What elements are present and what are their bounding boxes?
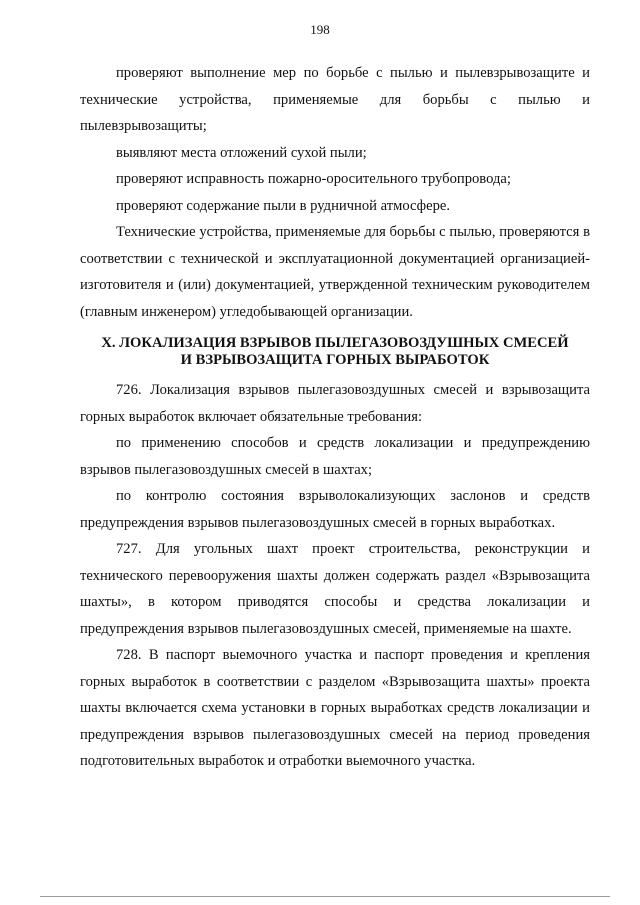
section-heading-line-2: И ВЗРЫВОЗАЩИТА ГОРНЫХ ВЫРАБОТОК	[180, 352, 490, 368]
paragraph-dry-dust-deposits: выявляют места отложений сухой пыли;	[116, 144, 367, 161]
paragraph-dust-content: проверяют содержание пыли в рудничной атмосфере.	[116, 197, 451, 214]
paragraph-728: 728. В паспорт выемочного участка и паспорт проведения и крепления горных выработок в соответствии с разделом «Взрывозащита шахты» проекта шахты включается схема установки в горных выработках средств локализации и предупреждения взрывов пылегазовоздушных смесей на период проведения подготовительных выработок и отработки выемочного участка.	[80, 647, 590, 769]
paragraph-726-item-2: по контролю состояния взрыволокализующих заслонов и средств предупреждения взрывов пылегазовоздушных смесей в горных выработках.	[80, 488, 590, 531]
page-content	[80, 60, 590, 775]
paragraph-726: 726. Локализация взрывов пылегазовоздушных смесей и взрывозащита горных выработок включает обязательные требования:	[80, 382, 590, 425]
paragraph-fire-sprinkler-pipeline: проверяют исправность пожарно-оросительного трубопровода;	[116, 171, 511, 187]
paragraph-727: 727. Для угольных шахт проект строительства, реконструкции и технического перевооружения шахты должен содержать раздел «Взрывозащита шахты», в котором приводятся способы и средства локализации и предупреждения взрывов пылегазовоздушных смесей, применяемые на шахте.	[80, 541, 590, 637]
paragraph-dust-measures: проверяют выполнение мер по борьбе с пылью и пылевзрывозащите и технические устройства, применяемые для борьбы с пылью и пылевзрывозащиты;	[80, 65, 590, 134]
section-heading-line-1: X. ЛОКАЛИЗАЦИЯ ВЗРЫВОВ ПЫЛЕГАЗОВОЗДУШНЫХ СМЕСЕЙ	[101, 335, 569, 351]
section-heading	[80, 335, 590, 369]
paragraph-726-item-1: по применению способов и средств локализации и предупреждению взрывов пылегазовоздушных смесей в шахтах;	[80, 435, 590, 478]
paragraph-technical-devices: Технические устройства, применяемые для борьбы с пылью, проверяются в соответствии с технической и эксплуатационной документацией организацией-изготовителя и (или) документацией, утвержденной техническим руководителем (главным инженером) угледобывающей организации.	[80, 224, 590, 320]
bottom-edge-line	[40, 896, 610, 897]
page-number: 198	[310, 22, 330, 37]
